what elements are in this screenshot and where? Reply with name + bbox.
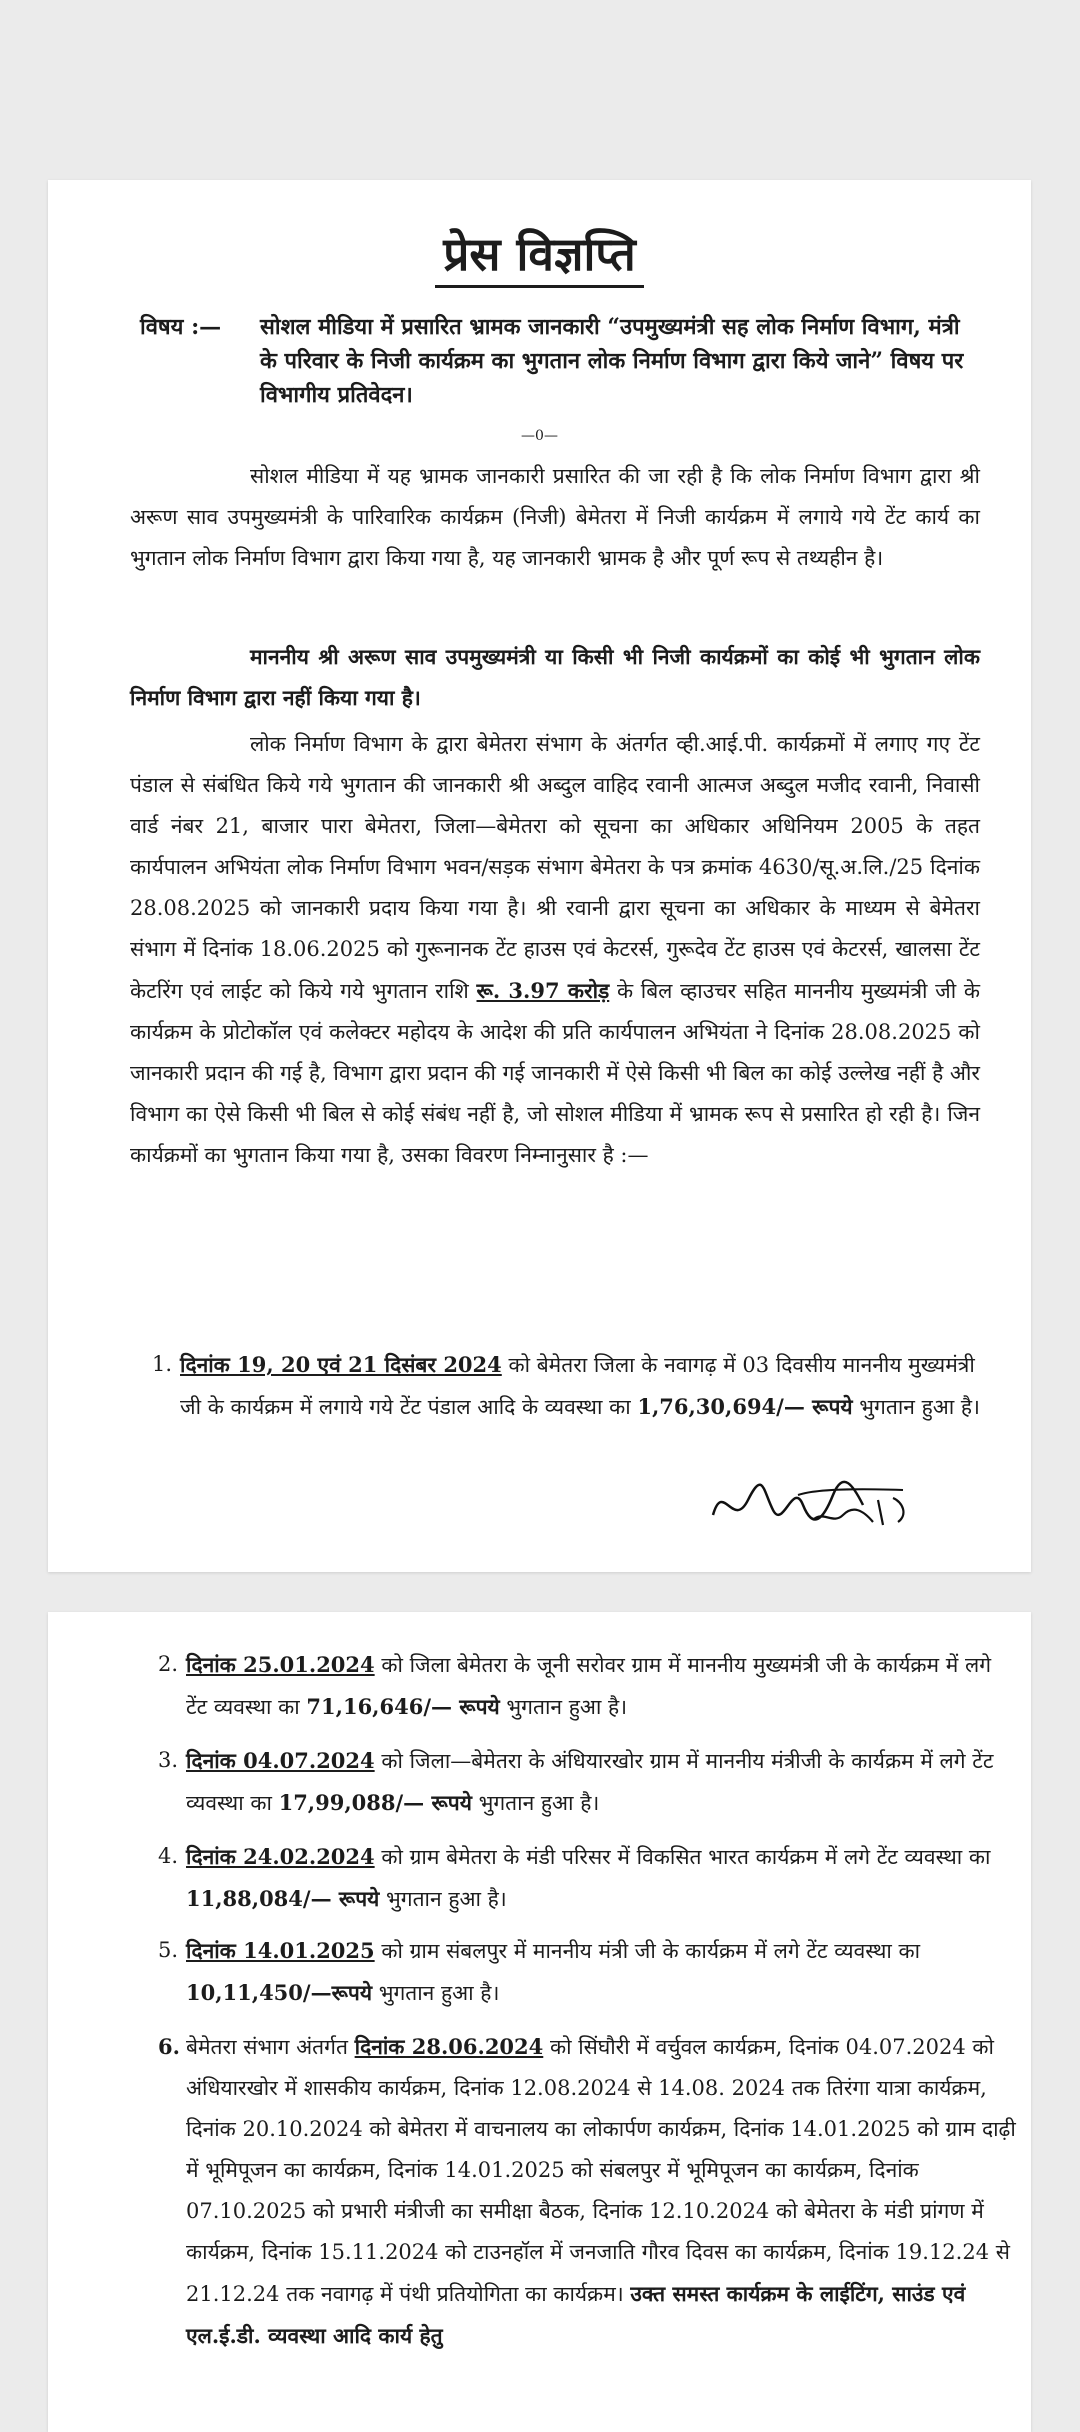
subject-text: सोशल मीडिया में प्रसारित भ्रामक जानकारी “उपमुख्यमंत्री सह लोक निर्माण विभाग, मंत्री के परिवार के निजी कार्यक्रम का भुगतान लोक निर्माण विभाग द्वारा किये जाने” विषय पर विभागीय प्रतिवेदन। xyxy=(260,314,964,408)
document-page-1 xyxy=(48,180,1031,1572)
list-item-suffix: भुगतान हुआ है। xyxy=(386,1887,507,1911)
list-item-amount: 10,11,450/—रूपये xyxy=(186,1980,372,2005)
list-item xyxy=(158,1836,1016,1920)
paragraph-2: माननीय श्री अरूण साव उपमुख्यमंत्री या किसी भी निजी कार्यक्रमों का कोई भी भुगतान लोक निर्माण विभाग द्वारा नहीं किया गया है। xyxy=(130,644,980,710)
list-item-number: 1. xyxy=(152,1352,173,1376)
list-item-date: दिनांक 19, 20 एवं 21 दिसंबर 2024 xyxy=(180,1352,502,1377)
paragraph-3 xyxy=(130,724,980,1176)
list-item-date: दिनांक 25.01.2024 xyxy=(186,1652,375,1677)
list-item-amount: 1,76,30,694/— रूपये xyxy=(637,1394,853,1419)
list-item-suffix: भुगतान हुआ है। xyxy=(506,1695,628,1719)
list-item xyxy=(158,2026,1024,2357)
list-item-date: दिनांक 28.06.2024 xyxy=(354,2034,544,2059)
list-item-number: 6. xyxy=(158,2034,180,2059)
list-item-number: 2. xyxy=(158,1652,179,1676)
paragraph-1: सोशल मीडिया में यह भ्रामक जानकारी प्रसारित की जा रही है कि लोक निर्माण विभाग द्वारा श्री अरूण साव उपमुख्यमंत्री के पारिवारिक कार्यक्रम (निजी) बेमेतरा में निजी कार्यक्रम में लगाये गये टेंट कार्य का भुगतान लोक निर्माण विभाग द्वारा किया गया है, यह जानकारी भ्रामक है और पूर्ण रूप से तथ्यहीन है। xyxy=(130,464,980,570)
signature-icon xyxy=(703,1460,933,1540)
document-page-2 xyxy=(48,1612,1031,2432)
list-item-bold-tail: उक्त समस्त कार्यक्रम के लाईटिंग, साउंड एवं एल.ई.डी. व्यवस्था आदि कार्य हेतु xyxy=(186,2281,966,2348)
list-item-prefix: बेमेतरा संभाग अंतर्गत xyxy=(186,2035,348,2059)
list-item-number: 3. xyxy=(158,1748,179,1772)
list-item-date: दिनांक 14.01.2025 xyxy=(186,1938,375,1963)
page-title: प्रेस विज्ञप्ति xyxy=(48,222,1031,284)
list-item-number: 5. xyxy=(158,1938,179,1962)
list-item-date: दिनांक 04.07.2024 xyxy=(186,1748,375,1773)
list-item xyxy=(152,1344,980,1428)
list-item-amount: 71,16,646/— रूपये xyxy=(306,1694,500,1719)
list-item-text: को ग्राम बेमेतरा के मंडी परिसर में विकसित भारत कार्यक्रम में लगे टेंट व्यवस्था का xyxy=(381,1845,991,1869)
list-item-text: को जिला बेमेतरा के जूनी सरोवर ग्राम में माननीय मुख्यमंत्री जी के कार्यक्रम में लगे टेंट व्यवस्था का xyxy=(186,1653,992,1719)
list-item-text: को ग्राम संबलपुर में माननीय मंत्री जी के कार्यक्रम में लगे टेंट व्यवस्था का xyxy=(381,1939,921,1963)
list-item-text: को सिंघौरी में वर्चुवल कार्यक्रम, दिनांक 04.07.2024 को अंधियारखोर में शासकीय कार्यक्रम, दिनांक 12.08.2024 से 14.08. 2024 तक तिरंगा यात्रा कार्यक्रम, दिनांक 20.10.2024 को बेमेतरा में वाचनालय का लोकार्पण कार्यक्रम, दिनांक 14.01.2025 को ग्राम दाढ़ी में भूमिपूजन का कार्यक्रम, दिनांक 14.01.2025 को संबलपुर में भूमिपूजन का कार्यक्रम, दिनांक 07.10.2025 को प्रभारी मंत्रीजी का समीक्षा बैठक, दिनांक 12.10.2024 को बेमेतरा के मंडी प्रांगण में कार्यक्रम, दिनांक 15.11.2024 को टाउनहॉल में जनजाति गौरव दिवस का कार्यक्रम, दिनांक 19.12.24 से 21.12.24 तक नवागढ़ में पंथी प्रतियोगिता का कार्यक्रम। xyxy=(186,2035,1016,2306)
list-item xyxy=(158,1930,1016,2014)
list-item-number: 4. xyxy=(158,1844,179,1868)
payment-amount-total: रू. 3.97 करोड़ xyxy=(476,978,610,1003)
list-item xyxy=(158,1644,1016,1728)
subject-block xyxy=(140,310,980,412)
paragraph-3-text-b: के बिल व्हाउचर सहित माननीय मुख्यमंत्री जी के कार्यक्रम के प्रोटोकॉल एवं कलेक्टर महोदय के आदेश की प्रति कार्यपालन अभियंता ने दिनांक 28.08.2025 को जानकारी प्रदान की गई है, विभाग द्वारा प्रदान की गई जानकारी में ऐसे किसी भी बिल का कोई उल्लेख नहीं है और विभाग का ऐसे किसी भी बिल से कोई संबंध नहीं है, जो सोशल मीडिया में भ्रामक रूप से प्रसारित हो रही है। जिन कार्यक्रमों का भुगतान किया गया है, उसका विवरण निम्नानुसार है :— xyxy=(130,979,981,1167)
subject-label: विषय :— xyxy=(140,314,222,340)
list-item-date: दिनांक 24.02.2024 xyxy=(186,1844,375,1869)
section-divider: —0— xyxy=(521,428,558,444)
list-item xyxy=(158,1740,1016,1824)
list-item-suffix: भुगतान हुआ है। xyxy=(859,1395,980,1419)
list-item-text: को जिला—बेमेतरा के अंधियारखोर ग्राम में माननीय मंत्रीजी के कार्यक्रम में लगे टेंट व्यवस्था का xyxy=(186,1749,994,1815)
list-item-amount: 17,99,088/— रूपये xyxy=(278,1790,472,1815)
paragraph-3-text-a: लोक निर्माण विभाग के द्वारा बेमेतरा संभाग के अंतर्गत व्ही.आई.पी. कार्यक्रमों में लगाए गए टेंट पंडाल से संबंधित किये गये भुगतान की जानकारी श्री अब्दुल वाहिद रवानी आत्मज अब्दुल मजीद रवानी, निवासी वार्ड नंबर 21, बाजार पारा बेमेतरा, जिला—बेमेतरा को सूचना का अधिकार अधिनियम 2005 के तहत कार्यपालन अभियंता लोक निर्माण विभाग भवन/सड़क संभाग बेमेतरा के पत्र क्रमांक 4630/सू.अ.लि./25 दिनांक 28.08.2025 को जानकारी प्रदाय किया गया है। श्री रवानी द्वारा सूचना का अधिकार के माध्यम से बेमेतरा संभाग में दिनांक 18.06.2025 को गुरूनानक टेंट हाउस एवं केटरर्स, गुरूदेव टेंट हाउस एवं केटरर्स, खालसा टेंट केटरिंग एवं लाईट को किये गये भुगतान राशि xyxy=(130,732,980,1003)
list-item-text: को बेमेतरा जिला के नवागढ़ में 03 दिवसीय माननीय मुख्यमंत्री जी के कार्यक्रम में लगाये गये टेंट पंडाल आदि के व्यवस्था का xyxy=(180,1353,975,1419)
list-item-amount: 11,88,084/— रूपये xyxy=(186,1886,380,1911)
list-item-suffix: भुगतान हुआ है। xyxy=(478,1791,600,1815)
list-item-suffix: भुगतान हुआ है। xyxy=(378,1981,500,2005)
